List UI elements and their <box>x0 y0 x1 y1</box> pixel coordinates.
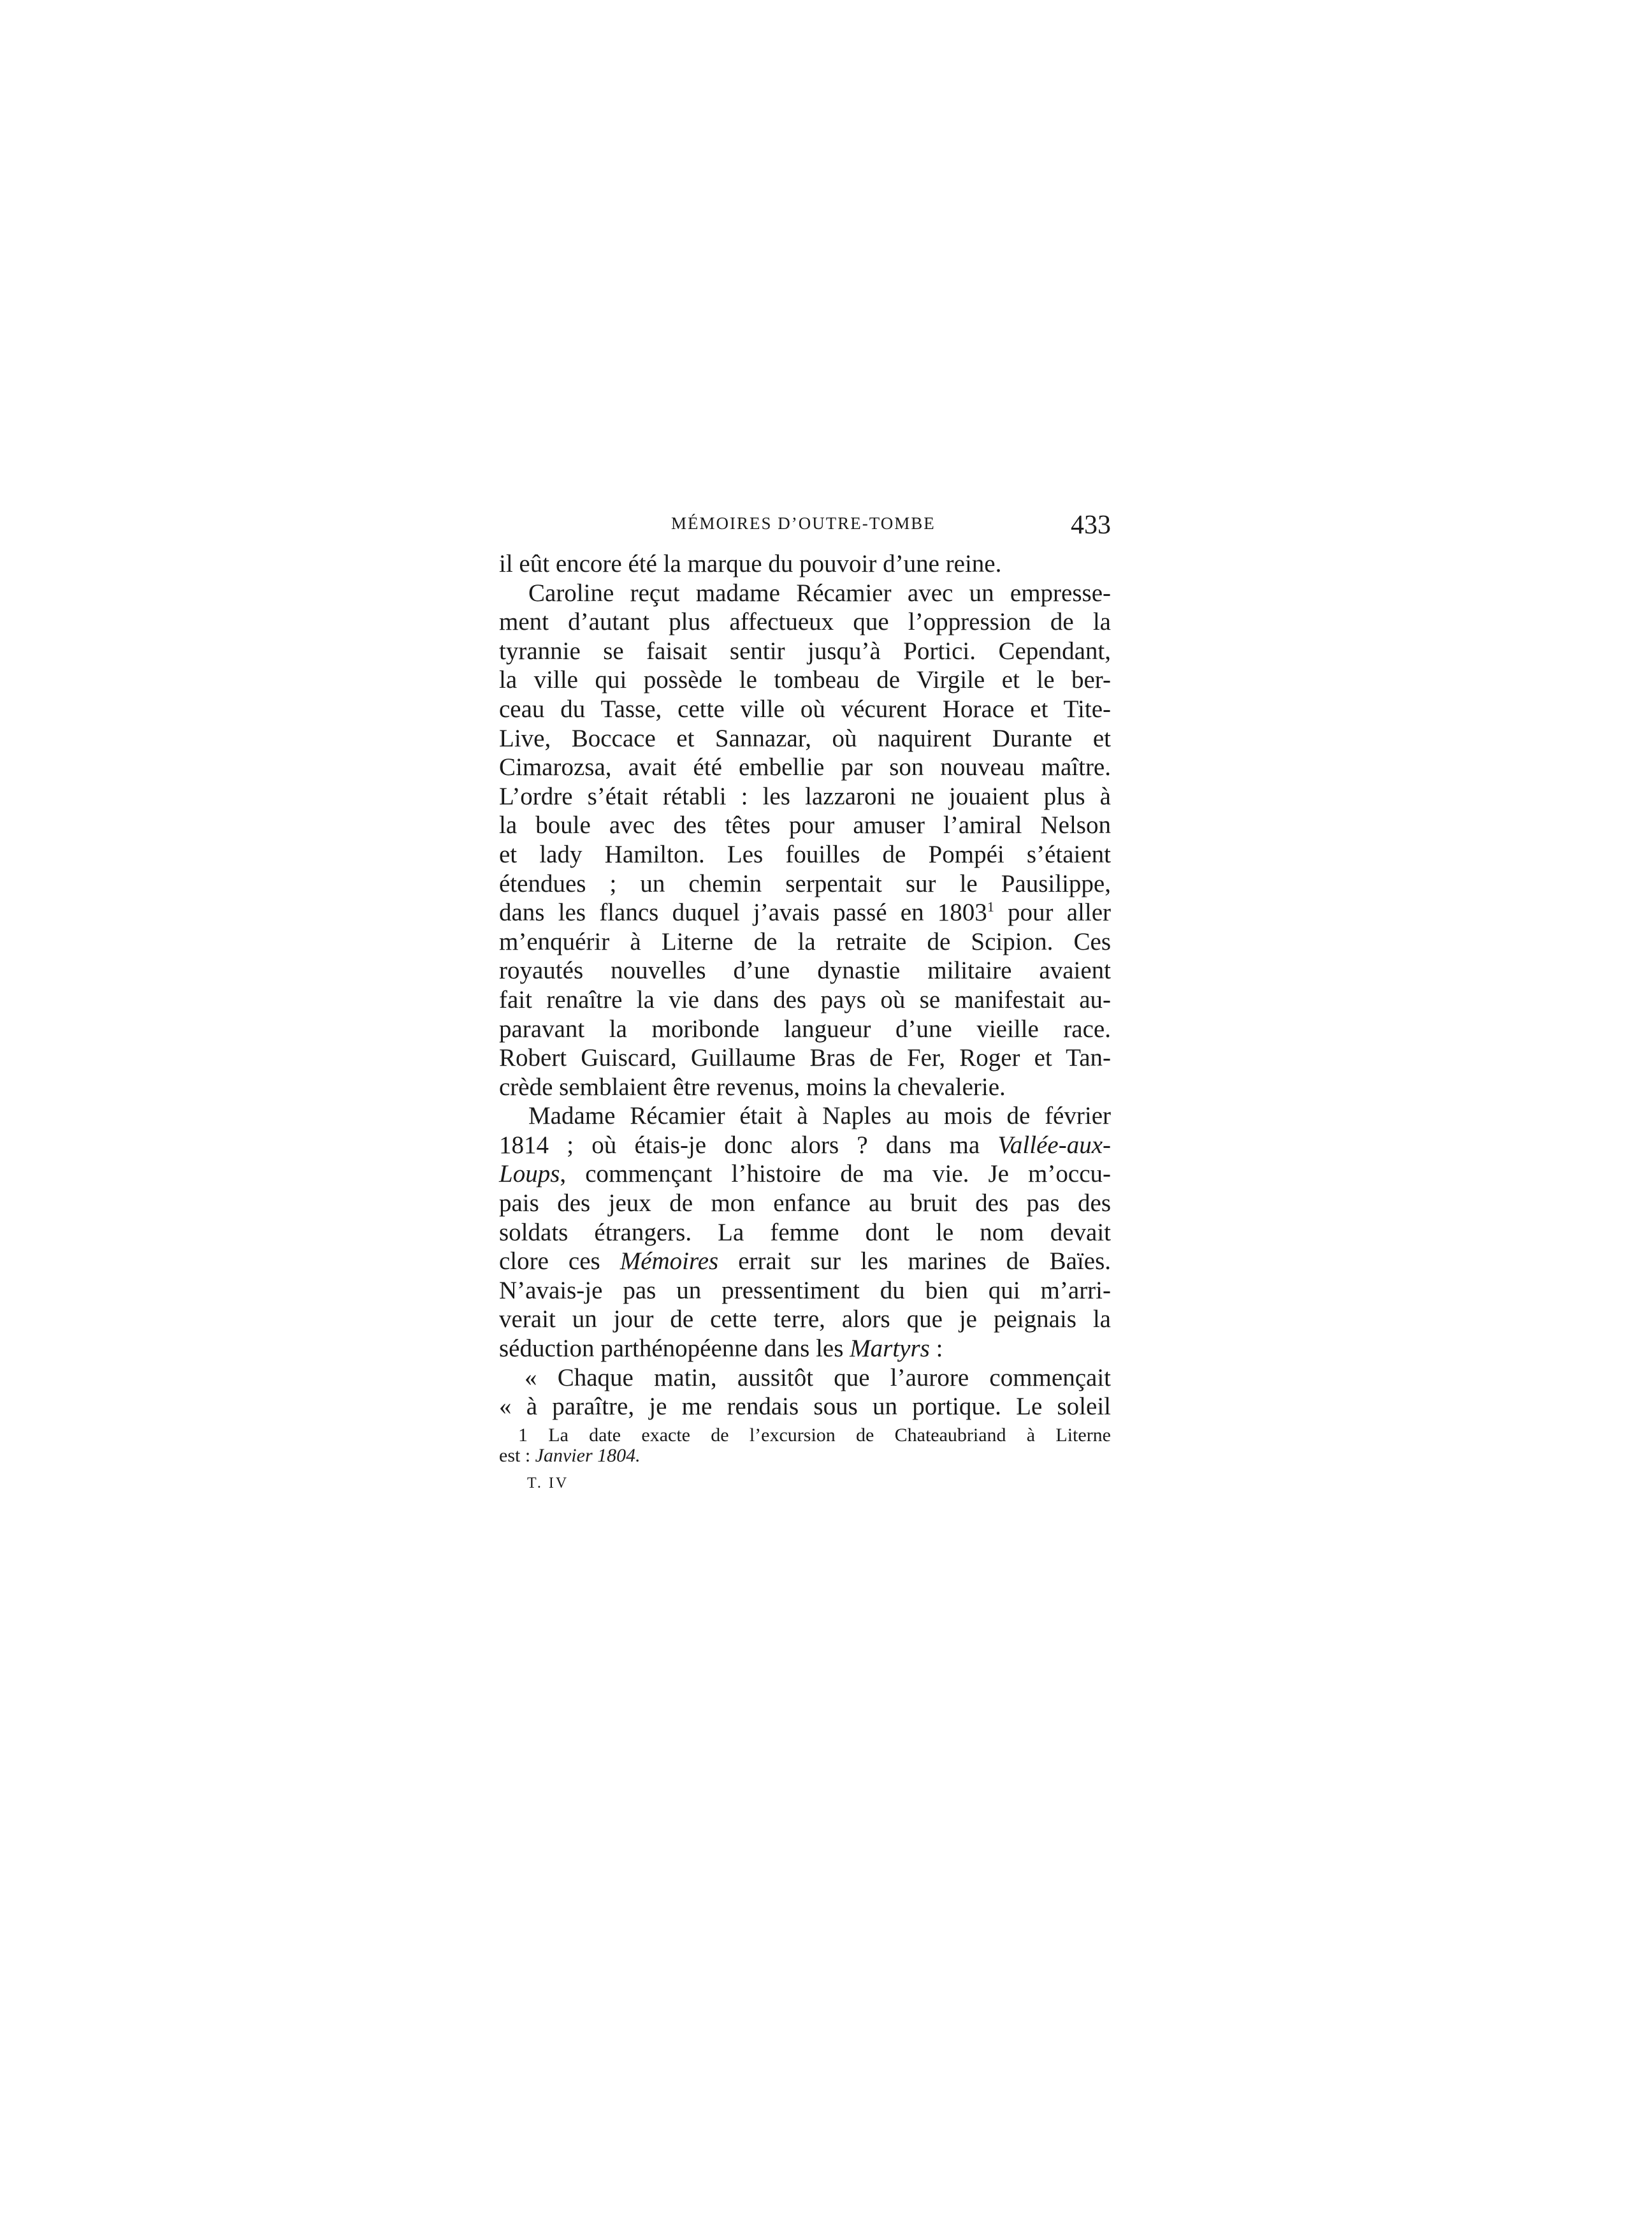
text-span: , commençant l’histoire de ma vie. Je m’occu- <box>560 1160 1111 1188</box>
text-line: Caroline reçut madame Récamier avec un empresse- <box>528 579 1111 607</box>
text-span: : <box>929 1335 943 1363</box>
text-line: fait renaître la vie dans des pays où se manifestait au- <box>499 985 1111 1013</box>
text-line: pais des jeux de mon enfance au bruit des pas des <box>499 1189 1111 1217</box>
text-line: paravant la moribonde langueur d’une vieille race. <box>499 1015 1111 1043</box>
text-line: royautés nouvelles d’une dynastie militaire avaient <box>499 957 1111 985</box>
text-line: m’enquérir à Literne de la retraite de Scipion. Ces <box>499 927 1111 955</box>
text-span: clore ces <box>499 1247 620 1275</box>
text-line: Madame Récamier était à Naples au mois de février <box>528 1102 1111 1130</box>
running-title: MÉMOIRES D’OUTRE-TOMBE <box>671 514 936 533</box>
text-line: ment d’autant plus affectueux que l’oppression de la <box>499 608 1111 636</box>
text-line: Live, Boccace et Sannazar, où naquirent Durante et <box>499 724 1111 752</box>
text-line <box>499 1334 1111 1363</box>
text-line: étendues ; un chemin serpentait sur le Pausilippe, <box>499 869 1111 897</box>
text-line <box>499 898 1111 927</box>
footnote-marker: 1 <box>987 899 994 915</box>
footnote-line <box>499 1446 1111 1466</box>
text-line: la boule avec des têtes pour amuser l’amiral Nelson <box>499 811 1111 839</box>
page-number: 433 <box>1071 511 1111 540</box>
text-line: verait un jour de cette terre, alors que je peignais la <box>499 1305 1111 1333</box>
running-head <box>499 510 1111 549</box>
footnote <box>499 1425 1111 1466</box>
text-line: et lady Hamilton. Les fouilles de Pompéi s’étaient <box>499 840 1111 868</box>
text-line: il eût encore été la marque du pouvoir d’une reine. <box>499 550 1002 577</box>
text-span: dans les flancs duquel j’avais passé en 1803 <box>499 899 987 927</box>
text-line: « à paraître, je me rendais sous un portique. Le soleil <box>499 1393 1111 1421</box>
text-span: est : <box>499 1444 535 1466</box>
text-line: crède semblaient être revenus, moins la chevalerie. <box>499 1073 1006 1101</box>
italic-span: Loups <box>499 1160 560 1188</box>
text-line: Cimarozsa, avait été embellie par son nouveau maître. <box>499 753 1111 781</box>
text-span: 1814 ; où étais-je donc alors ? dans ma <box>499 1131 998 1159</box>
text-line: la ville qui possède le tombeau de Virgile et le ber- <box>499 666 1111 694</box>
text-line: « Chaque matin, aussitôt que l’aurore commençait <box>525 1363 1111 1391</box>
text-span: errait sur les marines de Baïes. <box>718 1247 1111 1275</box>
text-line: ceau du Tasse, cette ville où vécurent Horace et Tite- <box>499 695 1111 723</box>
italic-span: Mémoires <box>620 1247 719 1275</box>
text-body <box>499 549 1111 1421</box>
text-line: L’ordre s’était rétabli : les lazzaroni ne jouaient plus à <box>499 782 1111 810</box>
italic-span: Janvier 1804. <box>535 1444 641 1466</box>
text-line: N’avais-je pas un pressentiment du bien qui m’arri- <box>499 1276 1111 1304</box>
footnote-line: 1 La date exacte de l’excursion de Chateaubriand à Literne <box>518 1424 1111 1446</box>
text-line: soldats étrangers. La femme dont le nom devait <box>499 1218 1111 1246</box>
text-line <box>499 1247 1111 1276</box>
text-span: pour aller <box>994 899 1112 927</box>
text-line: Robert Guiscard, Guillaume Bras de Fer, Roger et Tan- <box>499 1044 1111 1072</box>
text-line: tyrannie se faisait sentir jusqu’à Portici. Cependant, <box>499 637 1111 665</box>
signature-mark: T. IV <box>527 1474 569 1492</box>
italic-span: Vallée-aux- <box>997 1131 1111 1159</box>
text-line <box>499 1131 1111 1160</box>
text-line <box>499 1159 1111 1189</box>
italic-span: Martyrs <box>850 1335 930 1363</box>
page-block <box>499 510 1111 1492</box>
text-span: séduction parthénopéenne dans les <box>499 1335 850 1363</box>
